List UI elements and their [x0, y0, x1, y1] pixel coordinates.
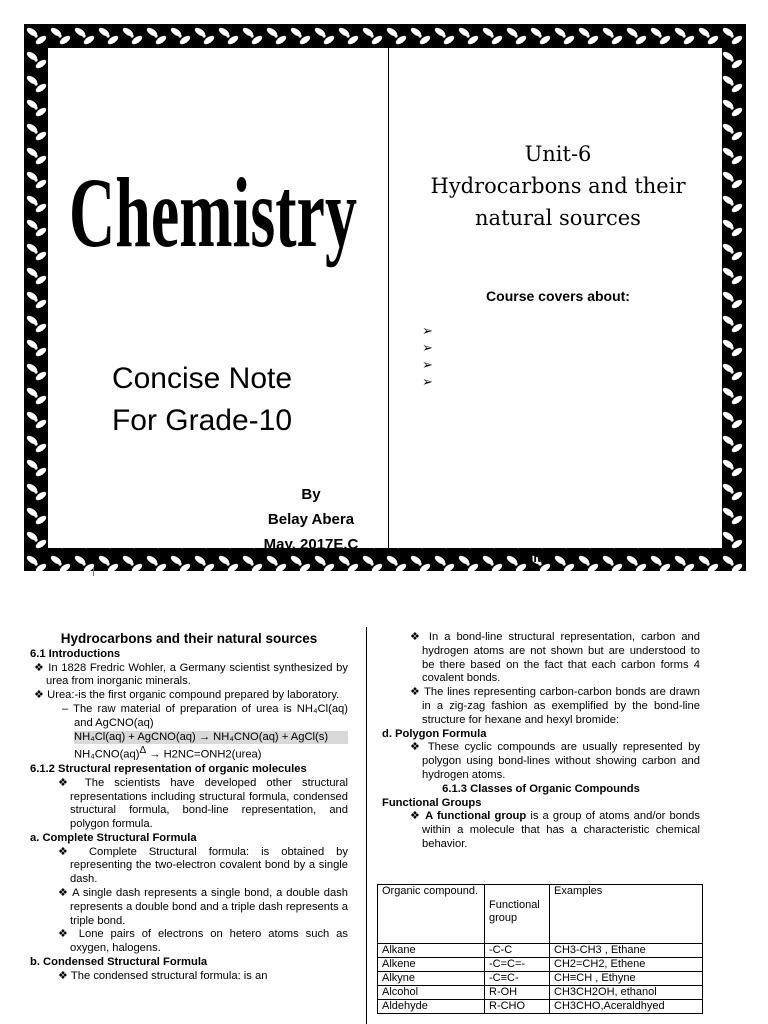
- cover-inner: [48, 48, 722, 565]
- author-name: Belay Abera: [267, 511, 355, 528]
- table-cell: -C≡C-: [485, 972, 550, 986]
- table-header-cell: Examples: [550, 885, 703, 944]
- paragraph-bond-line: ❖ In a bond-line structural representation, carbon and hydrogen atoms are not shown but are understood to be there based on the fact that each carbon forms 4 covalent bonds.: [410, 631, 700, 685]
- paragraph-wohler: ❖ In 1828 Fredric Wohler, a Germany scientist synthesized by urea from inorganic minerals.: [34, 661, 348, 688]
- concise-note-title: [48, 358, 356, 442]
- table-row: [378, 986, 703, 1000]
- cover-page: [24, 24, 746, 571]
- section-6-1-3-heading: 6.1.3 Classes of Organic Compounds: [442, 782, 640, 795]
- diamond-bullet-icon: ❖: [410, 810, 422, 823]
- table-cell: Alcohol: [378, 986, 485, 1000]
- subtitle-line-2: For Grade-10: [111, 404, 293, 437]
- equation-urea-1: NH₄Cl(aq) + AgCNO(aq) → NH₄CNO(aq) + AgCl(s): [74, 731, 348, 745]
- table-cell: CH3CHO,Aceraldhyed: [550, 1000, 703, 1014]
- table-row: [378, 944, 703, 958]
- paragraph-representations: ❖ The scientists have developed other structural representations including structural formula, condensed structural formula, bond-line representation, and polygon formula.: [58, 776, 348, 831]
- paragraph-raw-material: – The raw material of preparation of urea is NH₄Cl(aq) and AgCNO(aq): [62, 702, 348, 729]
- table-cell: CH3CH2OH, ethanol: [550, 986, 703, 1000]
- table-cell: Alkane: [378, 944, 485, 958]
- table-cell: CH2=CH2, Ethene: [550, 958, 703, 972]
- paragraph-complete-formula: ❖ Complete Structural formula: is obtained by representing the two-electron covalent bond by a single dash.: [58, 845, 348, 886]
- table-cell: -C=C=-: [485, 958, 550, 972]
- chemistry-title: [68, 142, 358, 292]
- subsection-b-heading: b. Condensed Structural Formula: [30, 956, 208, 969]
- table-cell: Alkene: [378, 958, 485, 972]
- notes-main-heading: Hydrocarbons and their natural sources: [60, 631, 318, 646]
- table-cell: CH≡CH , Ethyne: [550, 972, 703, 986]
- table-cell: R-CHO: [485, 1000, 550, 1014]
- publication-date: May, 2017E.C: [263, 536, 359, 553]
- functional-groups-table: [377, 884, 703, 1014]
- page-break-mark: [93, 568, 94, 576]
- section-6-1-heading: 6.1 Introductions: [30, 647, 121, 660]
- footer-unit-label: Unit-6: [516, 550, 553, 565]
- subsection-a-heading: a. Complete Structural Formula: [30, 831, 197, 844]
- course-topics-list: [422, 322, 433, 390]
- subtitle-line-1: Concise Note: [111, 362, 293, 395]
- paragraph-lone-pairs: ❖ Lone pairs of electrons on hetero atoms such as oxygen, halogens.: [58, 928, 348, 955]
- column-divider: [366, 627, 367, 1024]
- arrow-bullet-icon: ➢: [422, 323, 433, 338]
- table-cell: R-OH: [485, 986, 550, 1000]
- paragraph-zig-zag: ❖ The lines representing carbon-carbon bonds are drawn in a zig-zag fashion as exemplified by the bond-line structure for hexane and hexyl bromide:: [410, 686, 700, 726]
- by-label: By: [301, 486, 321, 503]
- table-cell: CH3-CH3 , Ethane: [550, 944, 703, 958]
- paragraph-urea: ❖ Urea:-is the first organic compound prepared by laboratory.: [34, 689, 340, 702]
- svg-text:Chemistry: Chemistry: [69, 159, 357, 269]
- table-header-cell: Organic compound.: [378, 885, 485, 944]
- table-cell: Aldehyde: [378, 1000, 485, 1014]
- functional-group-definition: is a group of atoms and/or bonds within a molecule that has a characteristic chemical behavior.: [422, 810, 700, 850]
- section-6-1-2-heading: 6.1.2 Structural representation of organic molecules: [30, 762, 307, 775]
- unit-label: Unit-6: [524, 142, 592, 166]
- right-column: [382, 631, 700, 852]
- paragraph-condensed: ❖ The condensed structural formula: is an: [58, 969, 268, 982]
- table-cell: -C-C: [485, 944, 550, 958]
- table-cell: Alkyne: [378, 972, 485, 986]
- table-row: [378, 972, 703, 986]
- subsection-d-heading: d. Polygon Formula: [382, 727, 487, 740]
- paragraph-polygon: ❖ These cyclic compounds are usually represented by polygon using bond-lines without showing carbon and hydrogen atoms.: [410, 741, 700, 781]
- unit-heading: [398, 138, 718, 234]
- equation-urea-2: [74, 744, 348, 763]
- functional-groups-heading: Functional Groups: [382, 796, 482, 809]
- unit-title-line-2: natural sources: [475, 206, 641, 230]
- left-column: [30, 632, 348, 984]
- cover-divider: [388, 48, 389, 548]
- arrow-bullet-icon: ➢: [422, 357, 433, 372]
- course-covers-heading: Course covers about:: [486, 288, 630, 304]
- heat-symbol: Δ: [139, 745, 147, 757]
- author-block: [244, 482, 378, 557]
- term-functional-group: A functional group: [425, 810, 527, 823]
- equation-product: → H2NC=ONH2(urea): [149, 749, 262, 762]
- table-row: [378, 958, 703, 972]
- paragraph-functional-group: [382, 810, 700, 851]
- arrow-bullet-icon: ➢: [422, 340, 433, 355]
- table-header-row: [378, 885, 703, 944]
- paragraph-dash-bonds: ❖ A single dash represents a single bond, a double dash represents a double bond and a triple dash represents a triple bond.: [58, 887, 349, 927]
- table-header-cell: Functional group: [485, 885, 550, 944]
- arrow-bullet-icon: ➢: [422, 374, 433, 389]
- unit-title-line-1: Hydrocarbons and their: [430, 174, 686, 198]
- table-row: [378, 1000, 703, 1014]
- equation-reactant: NH₄CNO(aq): [74, 749, 140, 762]
